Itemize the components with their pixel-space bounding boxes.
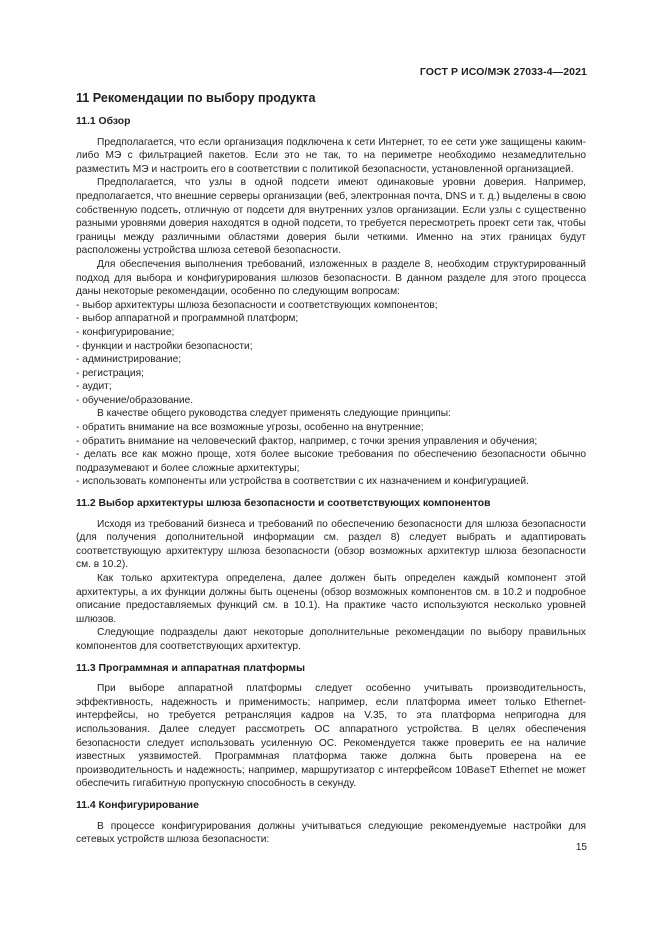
subsection-11-2-title: 11.2 Выбор архитектуры шлюза безопасности и соответствующих компонентов: [76, 498, 491, 510]
subsection-11-3-title: 11.3 Программная и аппаратная платформы: [76, 662, 305, 674]
page-content: [76, 90, 586, 847]
list-item: - обучение/образование.: [76, 394, 194, 406]
list-item: - функции и настройки безопасности;: [76, 340, 253, 352]
paragraph: В процессе конфигурирования должны учитываться следующие рекомендуемые настройки для сетевых устройств шлюза безопасности:: [76, 820, 586, 846]
paragraph: Предполагается, что узлы в одной подсети имеют одинаковые уровни доверия. Например, предполагается, что внешние серверы организации (веб, электронная почта, DNS и т. д.) выделены в свою собственную подсеть, отличную от подсети для внутренних узлов организации. Если узлы с существенно разными уровнями доверия находятся в одной подсети, то требуется пересмотреть проект сети так, чтобы границы между различными областями доверия были четкими. Именно на этих границах будут расположены устройства шлюза сетевой безопасности.: [76, 177, 586, 257]
paragraph: Следующие подразделы дают некоторые дополнительные рекомендации по выбору правильных компонентов для соответствующих архитектур.: [76, 627, 586, 652]
paragraph: Предполагается, что если организация подключена к сети Интернет, то ее сети уже защищены каким-либо МЭ с фильтрацией пакетов. Если это не так, то на периметре необходимо незамедлительно разместить МЭ и настроить его в соответствии с политикой безопасности, установленной организацией.: [76, 136, 586, 175]
paragraph: В качестве общего руководства следует применять следующие принципы:: [97, 408, 451, 420]
list-item: - регистрация;: [76, 367, 144, 379]
list-item: - делать все как можно проще, хотя более высокие требования по обеспечению безопасности обычно подразумевают и более сложные архитектуры;: [76, 449, 586, 474]
paragraph: Исходя из требований бизнеса и требований по обеспечению безопасности для шлюза безопасности (для получения дополнительной информации см. раздел 8) следует выбрать и адаптировать соответствующую архитектуру шлюза безопасности (обзор возможных архитектур шлюза безопасности см. в 10.2).: [76, 518, 586, 571]
list-item: - использовать компоненты или устройства в соответствии с их назначением и конфигурацией.: [76, 476, 529, 488]
list-item: - администрирование;: [76, 354, 182, 366]
paragraph: Как только архитектура определена, далее должен быть определен каждый компонент этой архитектуры, а их функции должны быть оценены (обзор возможных компонентов см. в 10.2 и подробное описание предоставляемых функций см. в 10.1). На практике часто используются несколько уровней шлюзов.: [76, 573, 586, 625]
list-item: - конфигурирование;: [76, 326, 175, 338]
page-number: 15: [575, 842, 587, 853]
paragraph: Для обеспечения выполнения требований, изложенных в разделе 8, необходим структурированный подход для выбора и конфигурирования шлюзов безопасности. В данном разделе для этого процесса даны некоторые рекомендации, особенно по следующим вопросам:: [76, 258, 586, 298]
section-11-title: 11 Рекомендации по выбору продукта: [76, 91, 316, 105]
list-item: - выбор архитектуры шлюза безопасности и соответствующих компонентов;: [76, 299, 438, 311]
topics-list: [76, 299, 586, 408]
list-item: - аудит;: [76, 381, 112, 393]
list-item: - выбор аппаратной и программной платформ;: [76, 313, 299, 325]
subsection-11-1-title: 11.1 Обзор: [76, 116, 131, 127]
list-item: - обратить внимание на человеческий фактор, например, с точки зрения управления и обучения;: [76, 435, 538, 447]
standard-designation: ГОСТ Р ИСО/МЭК 27033-4—2021: [419, 66, 587, 78]
paragraph: При выборе аппаратной платформы следует особенно учитывать производительность, эффективность, надежность и применимость; например, если платформа имеет только Ethernet-интерфейсы, но требуется ретрансляция кадров на V.35, то эта платформа непригодна для использования. Далее следует рассмотреть ОС аппаратного устройства. В целях обеспечения безопасности следует использовать усиленную ОС. Рекомендуется также проверить ее на наличие известных уязвимостей. Программная платформа также должна быть проверена на ее производительность и надежность; например, маршрутизатор с интерфейсом 10BaseT Ethernet не может обеспечить гигабитную пропускную способность в секунду.: [76, 683, 586, 790]
list-item: - обратить внимание на все возможные угрозы, особенно на внутренние;: [76, 422, 424, 434]
subsection-11-4-title: 11.4 Конфигурирование: [76, 799, 199, 811]
principles-list: [76, 421, 586, 489]
